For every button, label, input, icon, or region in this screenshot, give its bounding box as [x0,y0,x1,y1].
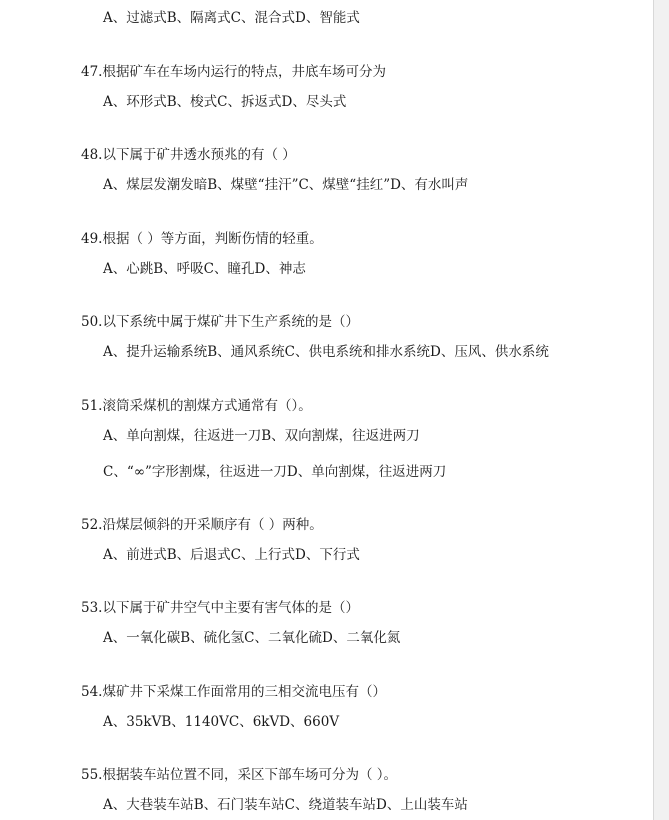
answer-options: A、单向割煤，往返进一刀B、双向割煤，往返进两刀 [103,428,420,444]
question-55: 55.根据装车站位置不同，采区下部车场可分为（ ）。 [81,767,398,783]
answer-options: A、煤层发潮发暗B、煤壁“挂汗”C、煤壁“挂红”D、有水叫声 [103,177,469,193]
answer-options: A、提升运输系统B、通风系统C、供电系统和排水系统D、压风、供水系统 [103,344,549,360]
question-54: 54.煤矿井下采煤工作面常用的三相交流电压有（） [81,684,386,700]
scrollbar-track[interactable] [654,0,669,820]
question-48: 48.以下属于矿井透水预兆的有（ ） [81,147,296,163]
question-53: 53.以下属于矿井空气中主要有害气体的是（） [81,600,359,616]
answer-options: A、过滤式B、隔离式C、混合式D、智能式 [103,10,360,26]
answer-options: A、大巷装车站B、石门装车站C、绕道装车站D、上山装车站 [103,797,468,813]
answer-options: A、35kVB、1140VC、6kVD、660V [103,714,340,730]
answer-options: C、“∞”字形割煤，往返进一刀D、单向割煤，往返进两刀 [103,464,447,480]
question-50: 50.以下系统中属于煤矿井下生产系统的是（） [81,314,359,330]
question-52: 52.沿煤层倾斜的开采顺序有（ ）两种。 [81,517,323,533]
answer-options: A、心跳B、呼吸C、瞳孔D、神志 [103,261,306,277]
question-47: 47.根据矿车在车场内运行的特点，井底车场可分为 [81,64,386,80]
question-51: 51.滚筒采煤机的割煤方式通常有（）。 [81,398,312,414]
question-49: 49.根据（ ）等方面，判断伤情的轻重。 [81,231,323,247]
answer-options: A、环形式B、梭式C、拆返式D、尽头式 [103,94,347,110]
answer-options: A、一氧化碳B、硫化氢C、二氧化硫D、二氧化氮 [103,630,401,646]
answer-options: A、前进式B、后退式C、上行式D、下行式 [103,547,360,563]
